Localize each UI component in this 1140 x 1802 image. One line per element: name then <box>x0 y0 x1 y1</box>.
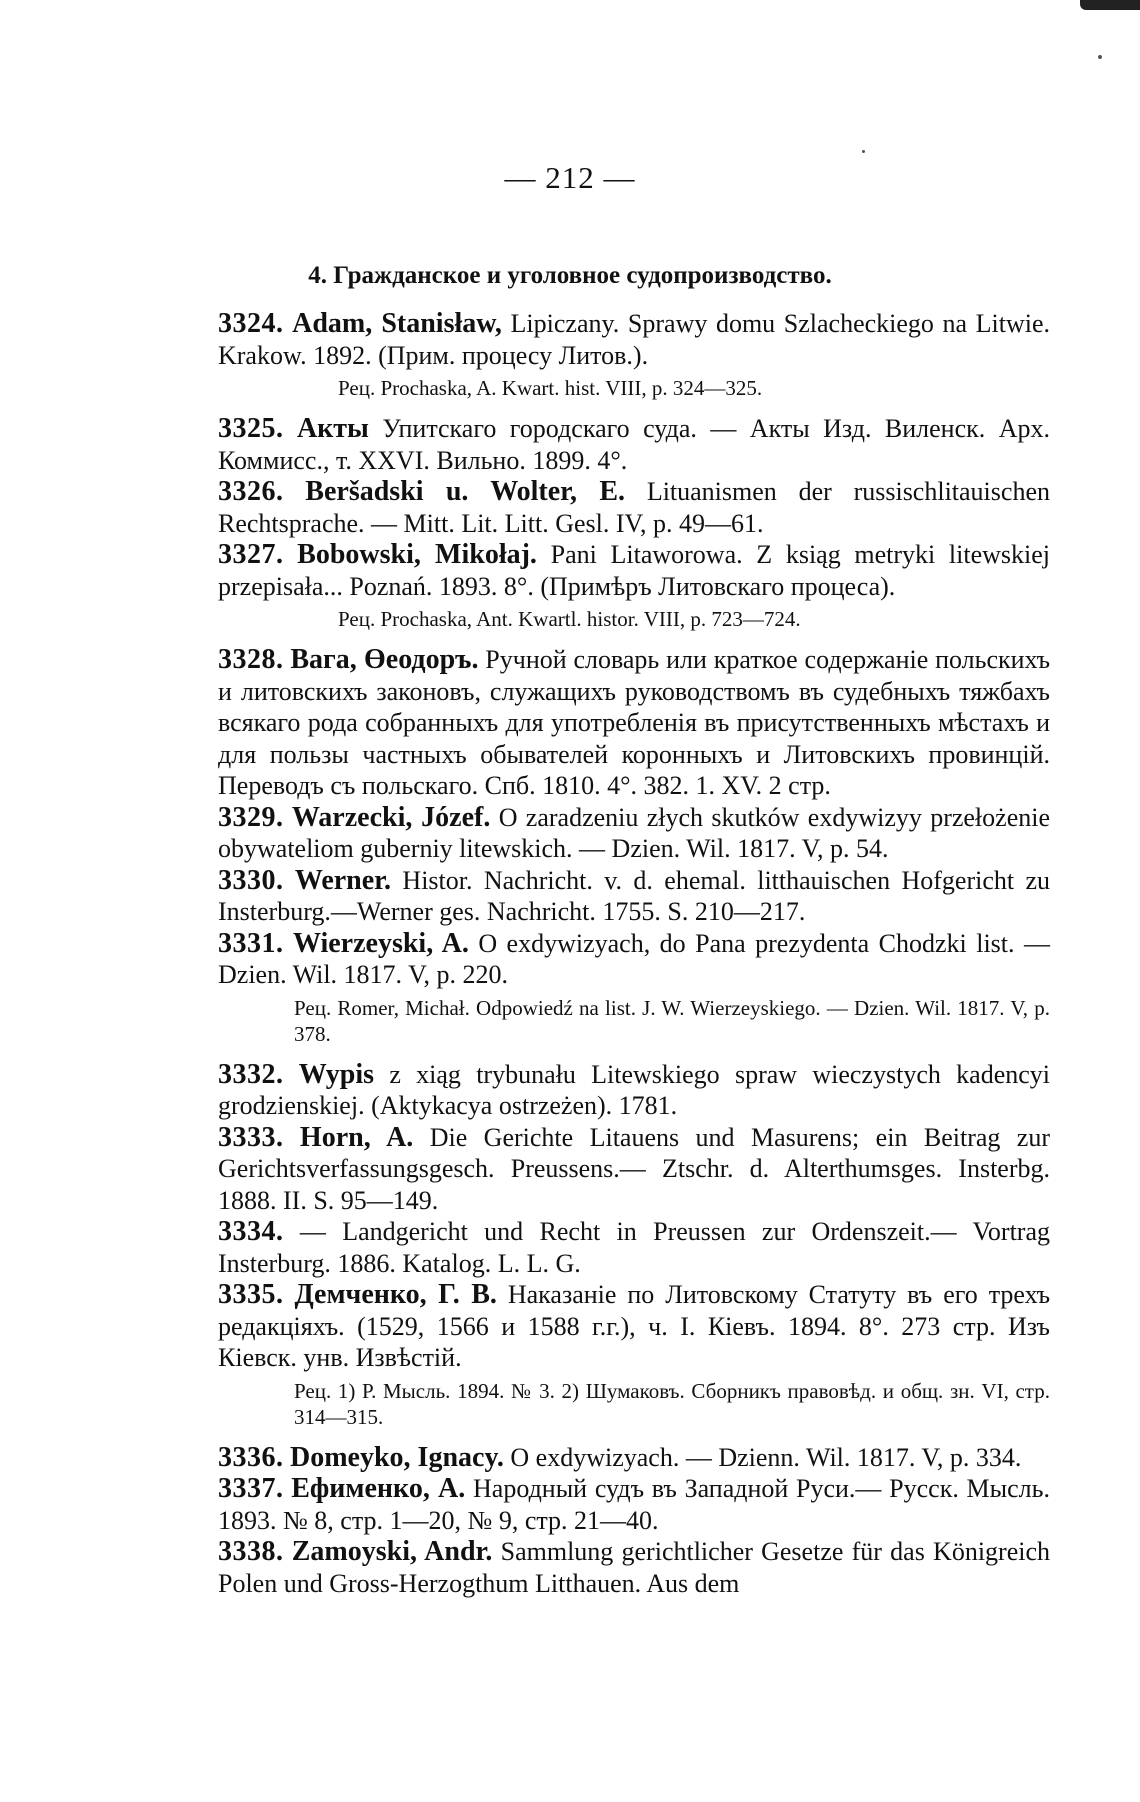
entry-3335 <box>218 1279 1050 1374</box>
entry-review: Рец. 1) Р. Мысль. 1894. № 3. 2) Шумаковъ. Сборникъ правовѣд. и общ. зн. VI, стр. 314—315. <box>294 1378 1050 1429</box>
entry-text: — Landgericht und Recht in Preussen zur Ordenszeit.— Vortrag Insterburg. 1886. Katalog. L. L. G. <box>218 1217 1050 1278</box>
entry-author: Ефименко, А. <box>291 1473 466 1504</box>
entry-3325 <box>218 413 1050 476</box>
entry-text: Sammlung gerichtlicher Gesetze für das Königreich Polen und Gross-Herzogthum Litthauen. Aus dem <box>218 1537 1051 1598</box>
entry-3331 <box>218 928 1050 991</box>
entry-review: Рец. Romer, Michał. Odpowiedź na list. J. W. Wierzeyskiego. — Dzien. Wil. 1817. V, p. 378. <box>294 995 1050 1046</box>
entry-text: Народный судъ въ Западной Руси.— Русск. Мысль. 1893. № 8, стр. 1—20, № 9, стр. 21—40. <box>218 1474 1051 1535</box>
entry-number: 3335. <box>218 1279 284 1310</box>
entry-number: 3334. <box>218 1216 284 1247</box>
entry-author: Bobowski, Mikołaj. <box>297 539 537 570</box>
entry-text: O zaradzeniu złych skutków exdywizyy przełożenie obywateliom guberniy litewskich. — Dzien. Wil. 1817. V, p. 54. <box>218 802 1050 863</box>
entry-number: 3328. <box>218 644 284 675</box>
entry-number: 3330. <box>218 864 284 896</box>
entry-3324 <box>218 308 1050 371</box>
entry-author: Horn, A. <box>299 1121 414 1153</box>
entry-3338 <box>218 1536 1050 1599</box>
entry-text: Histor. Nachricht. v. d. ehemal. litthauischen Hofgericht zu Insterburg.—Werner ges. Nachricht. 1755. S. 210—217. <box>218 865 1050 926</box>
entry-text: Упитскаго городскаго суда. — Акты Изд. Виленск. Арх. Коммисс., т. XXVI. Вильно. 1899. 4°. <box>218 414 1050 475</box>
entry-author: Domeyko, Ignacy. <box>290 1441 504 1473</box>
scan-speck <box>862 150 865 153</box>
entry-3327 <box>218 539 1050 602</box>
entry-number: 3333. <box>218 1121 284 1153</box>
entry-text: O exdywizyach, do Pana prezydenta Chodzki list. — Dzien. Wil. 1817. V, p. 220. <box>218 928 1050 989</box>
entry-author: Adam, Stanisław, <box>292 308 502 339</box>
entry-3330 <box>218 865 1050 928</box>
page-number: — 212 — <box>504 160 636 195</box>
entry-number: 3331. <box>218 927 284 959</box>
entry-text: Наказаніе по Литовскому Статуту въ его трехъ редакціяхъ. (1529, 1566 и 1588 г.г.), ч. I. Кіевъ. 1894. 8°. 273 стр. Изъ Кіевск. унв. Извѣстій. <box>218 1280 1051 1372</box>
entry-author: Zamoyski, Andr. <box>291 1536 493 1567</box>
entry-text: Lipiczany. Sprawy domu Szlacheckiego na Litwie. Krakow. 1892. (Прим. процесу Литов.). <box>218 309 1051 370</box>
entry-number: 3326. <box>218 476 284 507</box>
scan-corner-mark <box>1080 0 1140 10</box>
entry-text: Lituanismen der russischlitauischen Rechtsprache. — Mitt. Lit. Litt. Gesl. IV, p. 49—61. <box>218 477 1050 538</box>
bibliography-list <box>218 308 1050 1599</box>
entry-number: 3337. <box>218 1473 284 1504</box>
entry-3332 <box>218 1059 1050 1122</box>
entry-number: 3332. <box>218 1058 284 1090</box>
entry-author: Warzecki, Józef. <box>291 801 491 833</box>
section-heading: 4. Гражданское и уголовное судопроизводство. <box>308 262 832 289</box>
entry-author: Вага, Өеодоръ. <box>290 644 479 675</box>
entry-3328 <box>218 644 1050 802</box>
entry-3329 <box>218 802 1050 865</box>
entry-3336 <box>218 1442 1050 1474</box>
entry-text: Die Gerichte Litauens und Masurens; ein Beitrag zur Gerichtsverfassungsgesch. Preussens.— Ztschr. d. Alterthumsges. Insterbg. 1888. II. S. 95—149. <box>218 1122 1051 1215</box>
entry-number: 3324. <box>218 308 284 339</box>
entry-number: 3327. <box>218 539 284 570</box>
entry-text: z xiąg trybunału Litewskiego spraw wieczystych kadencyi grodzienskiej. (Aktykacya ostrzeżen). 1781. <box>218 1059 1050 1120</box>
entry-3337 <box>218 1473 1050 1536</box>
scan-speck <box>1098 55 1102 59</box>
entry-3334 <box>218 1216 1050 1279</box>
entry-author: Акты <box>296 413 369 444</box>
entry-3333 <box>218 1122 1050 1217</box>
entry-number: 3329. <box>218 801 284 833</box>
entry-author: Wypis <box>298 1058 375 1090</box>
entry-author: Beršadski u. Wolter, E. <box>305 476 626 507</box>
entry-review: Рец. Prochaska, A. Kwart. hist. VIII, p. 324—325. <box>338 376 763 400</box>
entry-text: Ручной словарь или краткое содержаніе польскихъ и литовскихъ законовъ, служащихъ руководствомъ въ судебныхъ тяжбахъ всякаго рода собранныхъ для употребленія въ присутственныхъ мѣстахъ и для пользы частныхъ обывателей коронныхъ и Литовскихъ провинцій. Переводъ съ польскаго. Спб. 1810. 4°. 382. 1. XV. 2 стр. <box>218 645 1051 800</box>
entry-number: 3325. <box>218 413 284 444</box>
entry-review: Рец. Prochaska, Ant. Kwartl. histor. VIII, p. 723—724. <box>338 607 801 631</box>
entry-text: O exdywizyach. — Dzienn. Wil. 1817. V, p. 334. <box>510 1442 1022 1472</box>
entry-number: 3336. <box>218 1441 284 1473</box>
entry-text: Pani Litaworowa. Z ksiąg metryki litewskiej przepisała... Poznań. 1893. 8°. (Примѣръ Литовскаго процеса). <box>218 540 1050 601</box>
entry-number: 3338. <box>218 1536 284 1567</box>
entry-author: Wierzeyski, A. <box>292 927 469 959</box>
entry-author: Демченко, Г. В. <box>294 1279 497 1310</box>
entry-author: Werner. <box>294 864 392 896</box>
entry-3326 <box>218 476 1050 539</box>
